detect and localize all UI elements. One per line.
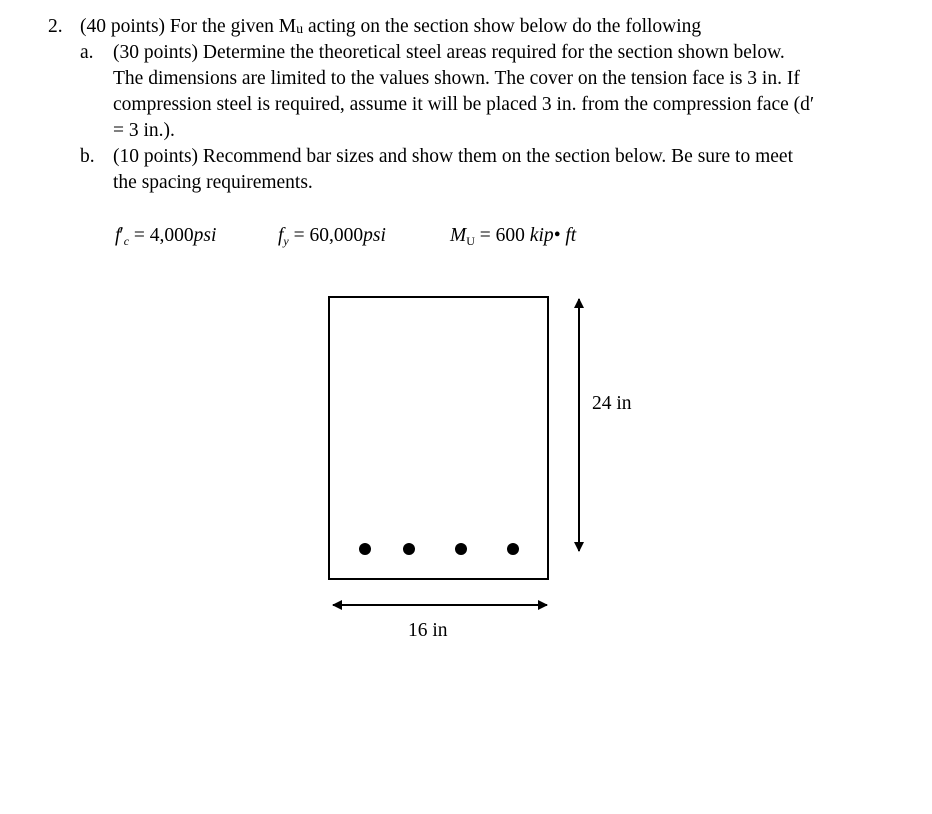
fc-prime: ′ [119, 225, 124, 246]
mu-unit: kip• ft [529, 225, 577, 246]
fy-subscript: y [283, 234, 289, 248]
fy-symbol: f [278, 225, 284, 246]
part-a-line-2: The dimensions are limited to the values shown. The cover on the tension face is 3 in. If [113, 68, 800, 89]
part-a-label: a. [80, 42, 94, 63]
mu-symbol: M [450, 225, 467, 246]
fc-subscript: c [123, 234, 130, 248]
fc-value: = 4,000 [129, 225, 194, 246]
part-a-line-1: (30 points) Determine the theoretical steel areas required for the section shown below. [113, 42, 785, 63]
part-b-label: b. [80, 146, 95, 167]
rebar-3 [455, 543, 467, 555]
mu-value: = 600 [474, 225, 530, 246]
fc-symbol: f [115, 225, 121, 246]
fc-unit: psi [193, 225, 217, 246]
rebar-1 [359, 543, 371, 555]
beam-outline [329, 297, 548, 579]
part-a-line-3: compression steel is required, assume it will be placed 3 in. from the compression face (d′ [113, 94, 815, 115]
problem-intro-subscript: u [296, 22, 304, 37]
problem-intro-start: (40 points) For the given M [80, 16, 297, 37]
mu-subscript: U [466, 234, 475, 248]
fy-unit: psi [363, 225, 386, 246]
part-b-line-2: the spacing requirements. [113, 172, 313, 193]
width-label: 16 in [408, 620, 448, 641]
rebar-2 [403, 543, 415, 555]
part-a-line-4: = 3 in.). [113, 120, 175, 141]
height-label: 24 in [592, 393, 632, 414]
fy-value: = 60,000 [288, 225, 364, 246]
rebar-group [359, 543, 519, 555]
part-b-line-1: (10 points) Recommend bar sizes and show them on the section below. Be sure to meet [113, 146, 793, 167]
problem-intro-end: acting on the section show below do the following [303, 16, 702, 37]
rebar-4 [507, 543, 519, 555]
problem-number: 2. [48, 16, 63, 37]
